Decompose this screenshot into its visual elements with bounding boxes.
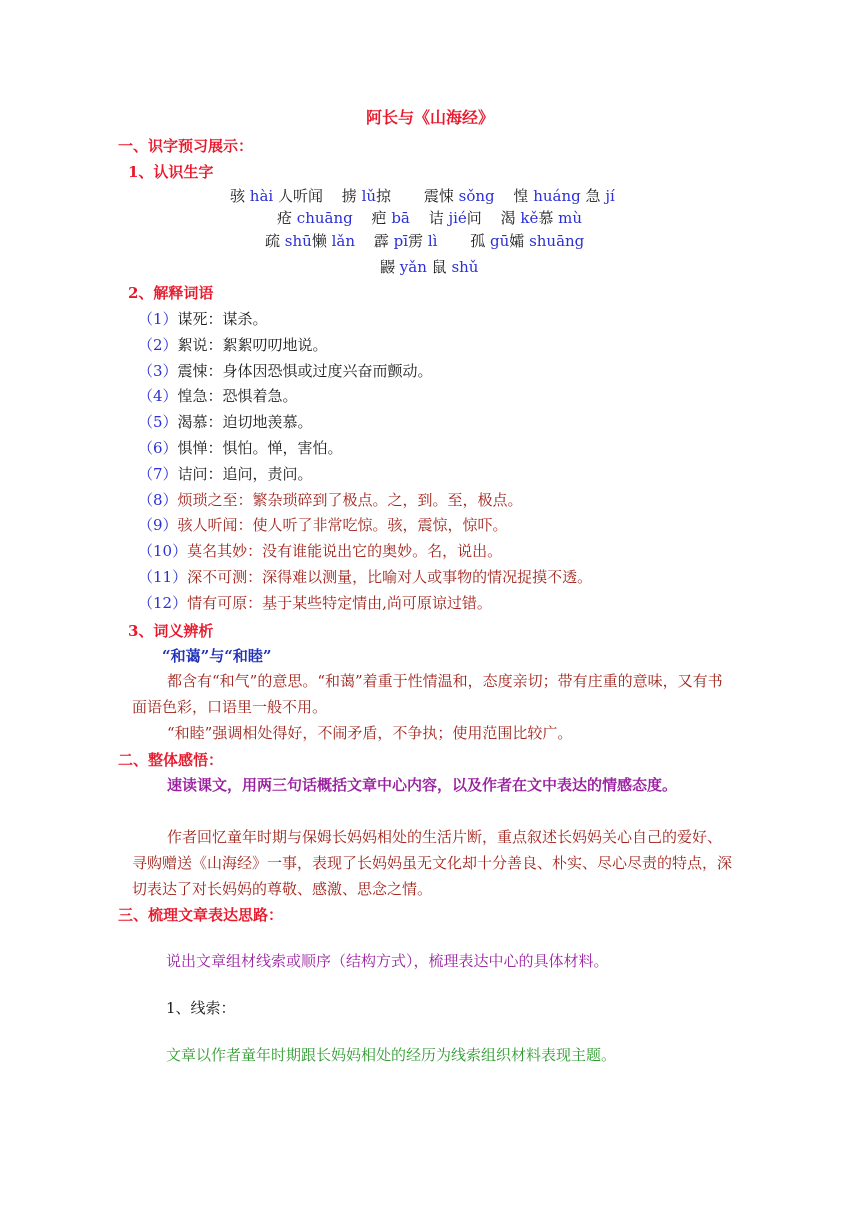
clue-label: 1、线索： (166, 999, 236, 1017)
pinyin: lì (427, 232, 438, 250)
char: 疮 (277, 209, 293, 227)
definition-text: 骇人听闻：使人听了非常吃惊。骇，震惊，惊吓。 (177, 516, 508, 535)
pinyin: hài (249, 187, 274, 205)
pinyin: pī (393, 232, 409, 250)
distinction-heading: “和蔼”与“和睦” (162, 647, 272, 665)
overall-answer: 作者回忆童年时期与保姆长妈妈相处的生活片断，重点叙述长妈妈关心自己的爱好、寻购赠送《山海经》一事，表现了长妈妈虽无文化却十分善良、朴实、尽心尽责的特点，深切表达了对长妈妈的尊敬、感激、思念之情。 (132, 828, 733, 898)
char: 慕 (538, 209, 554, 227)
char: 雳 (408, 232, 424, 250)
char-row-1 (230, 186, 615, 206)
overall-question: 速读课文，用两三句话概括文章中心内容，以及作者在文中表达的情感态度。 (167, 776, 678, 794)
document-title: 阿长与《山海经》 (365, 108, 494, 127)
definition-number: （1） (138, 310, 178, 328)
definition-text: 诘问：追问，责问。 (177, 464, 313, 483)
char: 人听闻 (277, 187, 323, 205)
pinyin: mù (558, 209, 583, 227)
char-row-2 (277, 208, 582, 228)
definition-number: （6） (138, 439, 178, 457)
definition-item (138, 593, 492, 613)
char: 孤 (470, 232, 486, 250)
definition-number: （7） (138, 464, 178, 483)
definition-item (138, 567, 592, 587)
char: 懒 (311, 232, 327, 250)
definition-item (138, 412, 313, 432)
char: 渴 (500, 209, 516, 227)
definition-text: 渴慕：迫切地羡慕。 (177, 413, 313, 432)
pinyin: gū (490, 232, 510, 250)
definition-text: 莫名其妙：没有谁能说出它的奥妙。名，说出。 (187, 542, 503, 561)
char: 问 (466, 209, 482, 227)
definition-item (138, 335, 328, 355)
definition-text: 谋死：谋杀。 (177, 310, 268, 328)
definition-text: 情有可原：基于某些特定情由,尚可原谅过错。 (187, 593, 492, 612)
pinyin: sǒng (458, 187, 495, 205)
char: 急 (585, 187, 601, 205)
definition-number: （2） (138, 335, 178, 354)
definition-item (138, 438, 343, 458)
char: 骇 (230, 187, 246, 205)
clue-answer: 文章以作者童年时期跟长妈妈相处的经历为线索组织材料表现主题。 (166, 1046, 617, 1064)
char: 鼠 (431, 258, 447, 276)
definition-item (138, 361, 433, 381)
pinyin: shū (284, 232, 312, 250)
subheading-explain-words: 2、解释词语 (128, 284, 214, 302)
subheading-recognize-chars: 1、认识生字 (128, 163, 214, 181)
char-row-3 (265, 231, 584, 251)
char: 疤 (371, 209, 387, 227)
definition-text: 惶急：恐惧着急。 (177, 387, 298, 406)
char: 霹 (373, 232, 389, 250)
char: 诘 (428, 209, 444, 227)
pinyin: shuāng (529, 232, 585, 250)
definition-number: （9） (138, 516, 178, 535)
distinction-paragraph-2: “和睦”强调相处得好，不闹矛盾，不争执；使用范围比较广。 (167, 724, 573, 742)
definition-number: （11） (138, 568, 188, 586)
char: 疏 (265, 232, 281, 250)
char: 鼹 (380, 258, 396, 276)
char: 孀 (509, 232, 525, 250)
pinyin: shǔ (451, 258, 479, 276)
definition-text: 深不可测：深得难以测量，比喻对人或事物的情况捉摸不透。 (187, 568, 593, 586)
char: 掠 (376, 187, 392, 205)
definition-text: 絮说：絮絮叨叨地说。 (177, 335, 328, 354)
definition-text: 烦琐之至：繁杂琐碎到了极点。之，到。至，极点。 (177, 490, 523, 509)
pinyin: jié (448, 209, 467, 227)
section-heading-1: 一、识字预习展示： (118, 137, 254, 155)
definition-number: （8） (138, 490, 178, 509)
definition-item (138, 386, 298, 406)
pinyin: huáng (533, 187, 581, 205)
char: 掳 (341, 187, 357, 205)
section-heading-2: 二、整体感悟： (118, 751, 224, 769)
definition-number: （3） (138, 361, 178, 380)
pinyin: lǔ (361, 187, 377, 205)
definition-number: （4） (138, 387, 178, 406)
definition-number: （12） (138, 593, 188, 612)
definition-number: （5） (138, 413, 178, 432)
char-row-4 (380, 257, 478, 277)
structure-prompt: 说出文章组材线索或顺序（结构方式），梳理表达中心的具体材料。 (166, 952, 609, 970)
definition-item (138, 515, 508, 535)
pinyin: yǎn (399, 258, 427, 276)
char: 惶 (513, 187, 529, 205)
section-heading-3: 三、梳理文章表达思路： (118, 906, 284, 924)
definition-item (138, 541, 502, 561)
pinyin: bā (391, 209, 410, 227)
distinction-paragraph-1: 都含有“和气”的意思。“和蔼”着重于性情温和，态度亲切；带有庄重的意味，又有书面语色彩，口语里一般不用。 (132, 672, 723, 716)
definition-number: （10） (138, 542, 188, 561)
definition-item (138, 309, 268, 329)
definition-text: 震悚：身体因恐惧或过度兴奋而颤动。 (177, 361, 433, 380)
pinyin: chuāng (296, 209, 353, 227)
pinyin: kě (520, 209, 539, 227)
definition-item (138, 464, 313, 484)
pinyin: lǎn (331, 232, 356, 250)
char: 震悚 (423, 187, 454, 205)
definition-item (138, 490, 523, 510)
pinyin: jí (605, 187, 615, 205)
definition-text: 惧惮：惧怕。惮，害怕。 (177, 439, 343, 457)
subheading-word-distinction: 3、词义辨析 (128, 622, 214, 640)
